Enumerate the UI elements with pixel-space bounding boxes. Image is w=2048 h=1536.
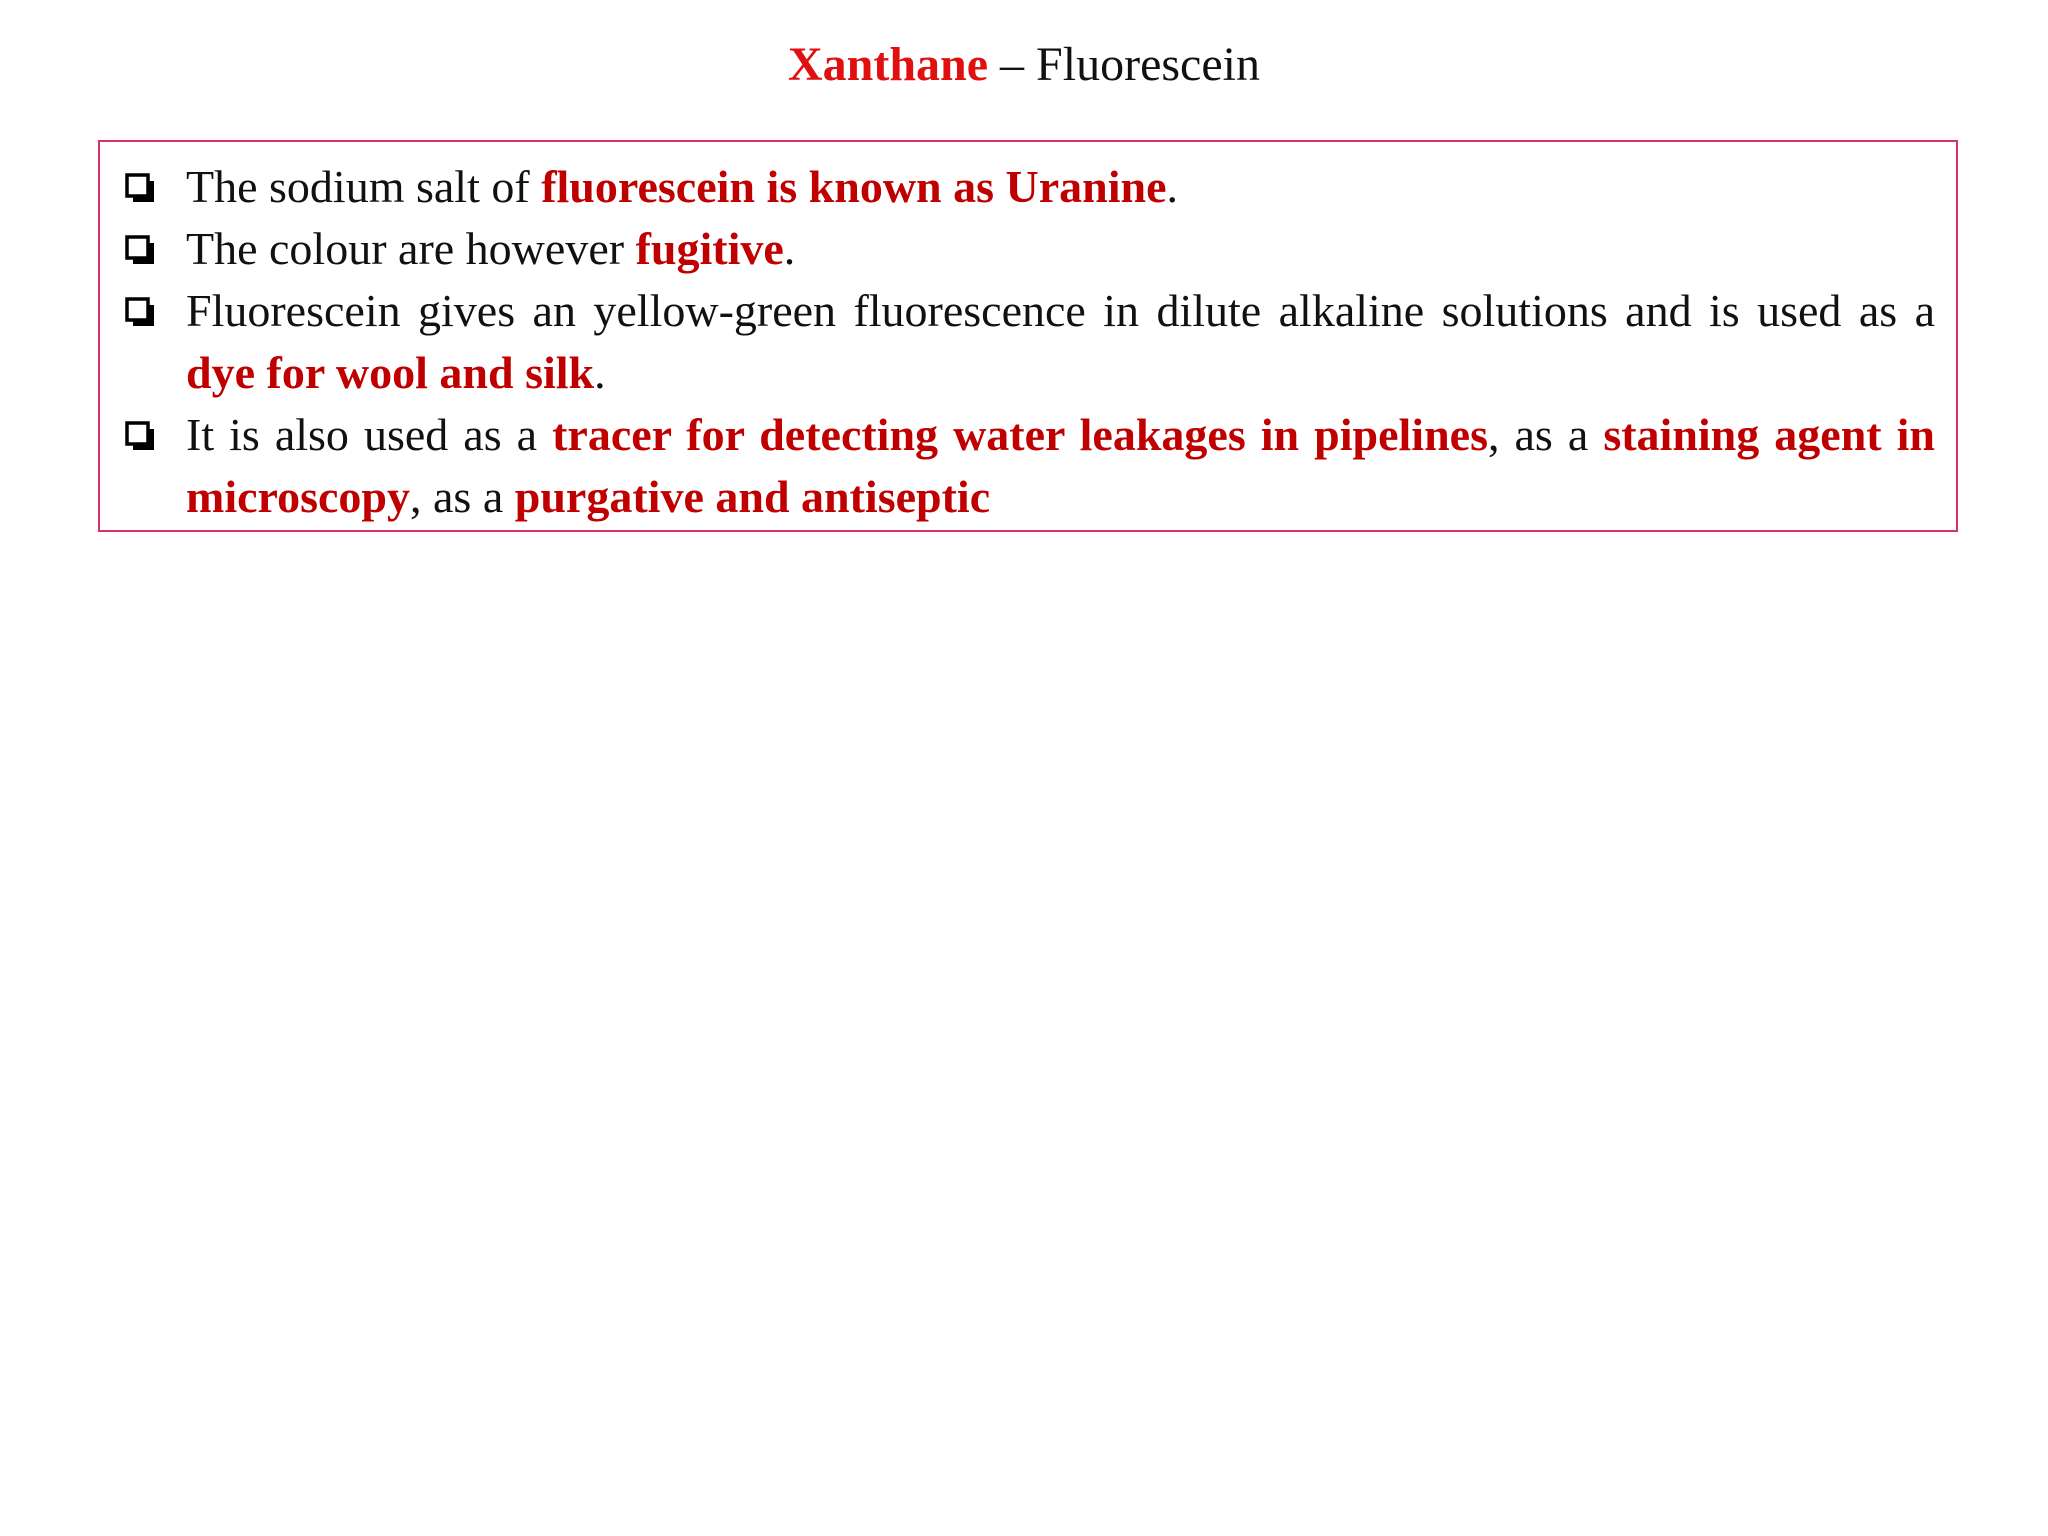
bullet-text: It is also used as a	[186, 409, 553, 460]
checkbox-square-icon	[125, 421, 155, 451]
bullet-highlight: fugitive	[635, 223, 784, 274]
bullet-item-uses	[122, 404, 1935, 528]
checkbox-square-icon	[125, 297, 155, 327]
checkbox-square-icon	[125, 173, 155, 203]
title-subtitle: – Fluorescein	[988, 38, 1260, 91]
title-highlight: Xanthane	[788, 38, 989, 91]
bullet-item-fluorescence	[122, 280, 1935, 404]
bullet-text: .	[1166, 161, 1179, 212]
bullet-item-fugitive	[122, 218, 1935, 280]
checkbox-square-icon	[125, 235, 155, 265]
bullet-text: Fluorescein gives an yellow-green fluorescence in dilute alkaline solutions and is used as a	[186, 285, 1935, 336]
bullet-text: , as a	[1487, 409, 1604, 460]
bullet-highlight: tracer for detecting water leakages in pipelines	[552, 409, 1488, 460]
bullet-highlight: fluorescein is known as Uranine	[541, 161, 1167, 212]
bullet-highlight: staining agent in microscopy	[186, 409, 1935, 522]
bullet-text: .	[783, 223, 796, 274]
bullet-text: .	[594, 347, 606, 398]
bullet-highlight: dye for wool and silk	[186, 347, 595, 398]
bullet-text: The colour are however	[186, 223, 636, 274]
bullet-text: The sodium salt of	[186, 161, 542, 212]
bullet-item-uranine	[122, 156, 1935, 218]
bullet-highlight: purgative and antiseptic	[514, 471, 991, 522]
content-box	[98, 140, 1958, 532]
bullet-text: , as a	[410, 471, 515, 522]
slide-title	[0, 30, 2048, 100]
